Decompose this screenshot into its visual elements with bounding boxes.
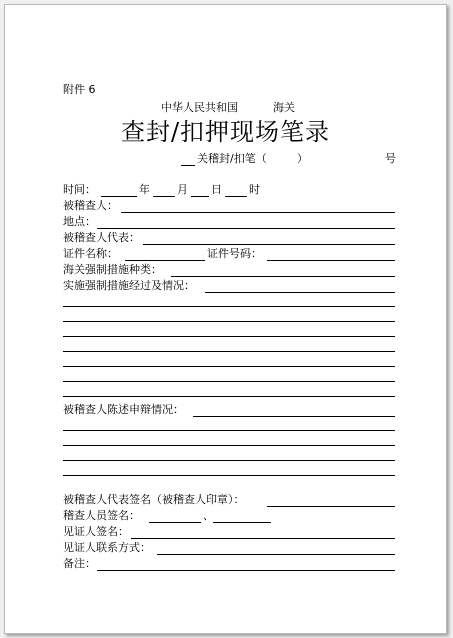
year-field <box>101 196 137 197</box>
doc-number-suffix: 号 <box>385 152 396 165</box>
page-title: 查封/扣押现场笔录 <box>120 118 331 146</box>
officer-signature-field-1 <box>149 522 201 523</box>
hour-label: 时 <box>249 183 260 196</box>
blank-line <box>63 351 395 352</box>
document-page <box>4 4 447 634</box>
blank-line <box>63 460 395 461</box>
customs-name: 海关 <box>273 101 295 114</box>
inspected-party-label: 被稽查人： <box>63 199 118 212</box>
officer-separator: 、 <box>203 509 214 522</box>
blank-line <box>63 336 395 337</box>
location-label: 地点： <box>63 215 96 228</box>
blank-line <box>63 321 395 322</box>
year-label: 年 <box>139 183 150 196</box>
witness-contact-field <box>157 554 395 555</box>
blank-line <box>63 366 395 367</box>
doc-type-label: 关稽封/扣笔（ <box>197 152 267 165</box>
statement-label: 被稽查人陈述申辩情况： <box>63 403 184 416</box>
witness-signature-label: 见证人签名： <box>63 525 129 538</box>
representative-label: 被稽查人代表： <box>63 231 140 244</box>
officer-signature-field-2 <box>213 522 271 523</box>
witness-contact-label: 见证人联系方式： <box>63 541 151 554</box>
measure-type-label: 海关强制措施种类： <box>63 263 162 276</box>
rep-signature-label: 被稽查人代表签名（被稽查人印章）： <box>63 493 245 506</box>
blank-line <box>63 430 395 431</box>
day-label: 日 <box>211 183 222 196</box>
blank-line <box>63 381 395 382</box>
month-label: 月 <box>177 183 188 196</box>
officer-signature-label: 稽查人员签名： <box>63 509 140 522</box>
certificate-no-field <box>267 260 395 261</box>
blank-line <box>63 306 395 307</box>
blank-line <box>63 475 395 476</box>
certificate-name-field <box>125 260 205 261</box>
doc-prefix-line <box>181 165 195 166</box>
certificate-name-label: 证件名称： <box>63 247 118 260</box>
representative-field <box>143 244 395 245</box>
blank-line <box>63 445 395 446</box>
witness-signature-field <box>131 538 395 539</box>
measure-process-field <box>205 292 395 293</box>
rep-signature-field <box>267 506 395 507</box>
hour-field <box>225 196 247 197</box>
country-name: 中华人民共和国 <box>161 101 238 114</box>
time-label: 时间： <box>63 183 96 196</box>
measure-type-field <box>171 276 395 277</box>
remarks-label: 备注： <box>63 557 96 570</box>
measure-process-label: 实施强制措施经过及情况： <box>63 279 195 292</box>
doc-type-close: ） <box>297 152 308 165</box>
attachment-label: 附件 6 <box>63 83 96 96</box>
day-field <box>191 196 209 197</box>
inspected-party-field <box>121 212 395 213</box>
certificate-no-label: 证件号码： <box>207 247 262 260</box>
statement-field <box>193 416 395 417</box>
location-field <box>97 228 395 229</box>
blank-line <box>63 396 395 397</box>
month-field <box>153 196 175 197</box>
remarks-field <box>97 570 395 571</box>
